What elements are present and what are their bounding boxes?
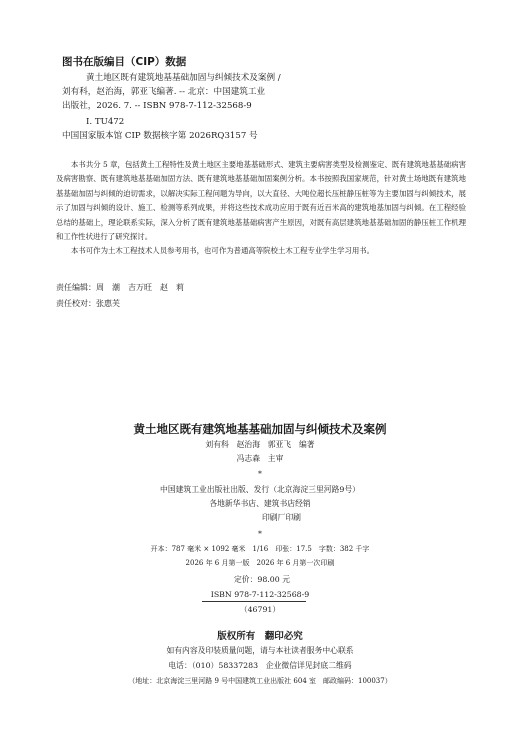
isbn: ISBN 978-7-112-32568-9 (210, 590, 310, 599)
rights-notice: 版权所有 翻印必究 (217, 631, 303, 642)
colophon-authors: 刘有科 赵治海 郭亚飞 编著 (205, 440, 315, 449)
separator-star: * (258, 529, 262, 538)
book-code: （46791） (239, 605, 281, 614)
format-info: 开本：787 毫米 × 1092 毫米 1/16 印张：17.5 字数：382 千字 (150, 545, 370, 553)
quality-note: 如有内容及印装质量问题，请与本社读者服务中心联系 (166, 646, 354, 655)
isbn-rule (202, 601, 306, 602)
proofreader: 责任校对：张惠芙 (56, 299, 120, 308)
separator-star: * (258, 469, 262, 478)
cip-line-1: 黄土地区既有建筑地基基础加固与纠倾技术及案例 / (86, 73, 281, 83)
printer: 印刷厂印刷 (262, 513, 301, 522)
cip-line-2: 刘有科，赵治海，郭亚飞编著. -- 北京：中国建筑工业 (62, 87, 266, 97)
description-paragraph-1: 本书共分 5 章，包括黄土工程特性及黄土地区主要地基基础形式、建筑主要病害类型及检测鉴定、既有建筑地基基础病害及病害勘察、既有建筑地基基础加固方法、既有建筑地基基础加固案例分析。本书按照我国家规范，针对黄土场地既有建筑地基基础加固与纠倾的迫切需求，以解决实际工程问题为导向，以大直径、大吨位超长压桩静压桩等为主要加固与纠倾技术，展示了加固与纠倾的设计、施工、检测等系列成果，并将这些技术成功应用于既有近百米高的建筑地基加固与纠倾。在工程经验总结的基础上，理论联系实际，深入分析了既有建筑地基基础病害产生原因，对既有高层建筑地基基础加固的静压桩工作机理和工作性状进行了研究探讨。 (56, 160, 466, 242)
price: 定价：98.00 元 (234, 575, 290, 584)
cip-line-4: Ⅰ. TU472 (86, 117, 125, 127)
description-paragraph-2: 本书可作为土木工程技术人员参考用书，也可作为普通高等院校土木工程专业学生学习用书。 (71, 246, 375, 256)
edition-info: 2026 年 6 月第一版 2026 年 6 月第一次印刷 (185, 559, 335, 567)
distributor: 各地新华书店、建筑书店经销 (209, 499, 311, 508)
cip-line-5: 中国国家版本馆 CIP 数据核字第 2026RQ3157 号 (62, 131, 258, 141)
address: （地址：北京海淀三里河路 9 号中国建筑工业出版社 604 室 邮政编码：100037） (128, 677, 392, 685)
responsible-editor: 责任编辑：周 潮 吉万旺 赵 莉 (56, 283, 184, 292)
colophon-reviewer: 冯志森 主审 (236, 454, 284, 463)
book-description (56, 158, 466, 259)
phone: 电话：（010）58337283 企业微信详见封底二维码 (168, 661, 352, 670)
cip-heading: 图书在版编目（CIP）数据 (62, 56, 187, 68)
cip-line-3: 出版社，2026. 7. -- ISBN 978-7-112-32568-9 (62, 101, 252, 111)
colophon-title: 黄土地区既有建筑地基基础加固与纠倾技术及案例 (133, 422, 387, 436)
publisher: 中国建筑工业出版社出版、发行（北京海淀三里河路9号） (160, 485, 360, 494)
